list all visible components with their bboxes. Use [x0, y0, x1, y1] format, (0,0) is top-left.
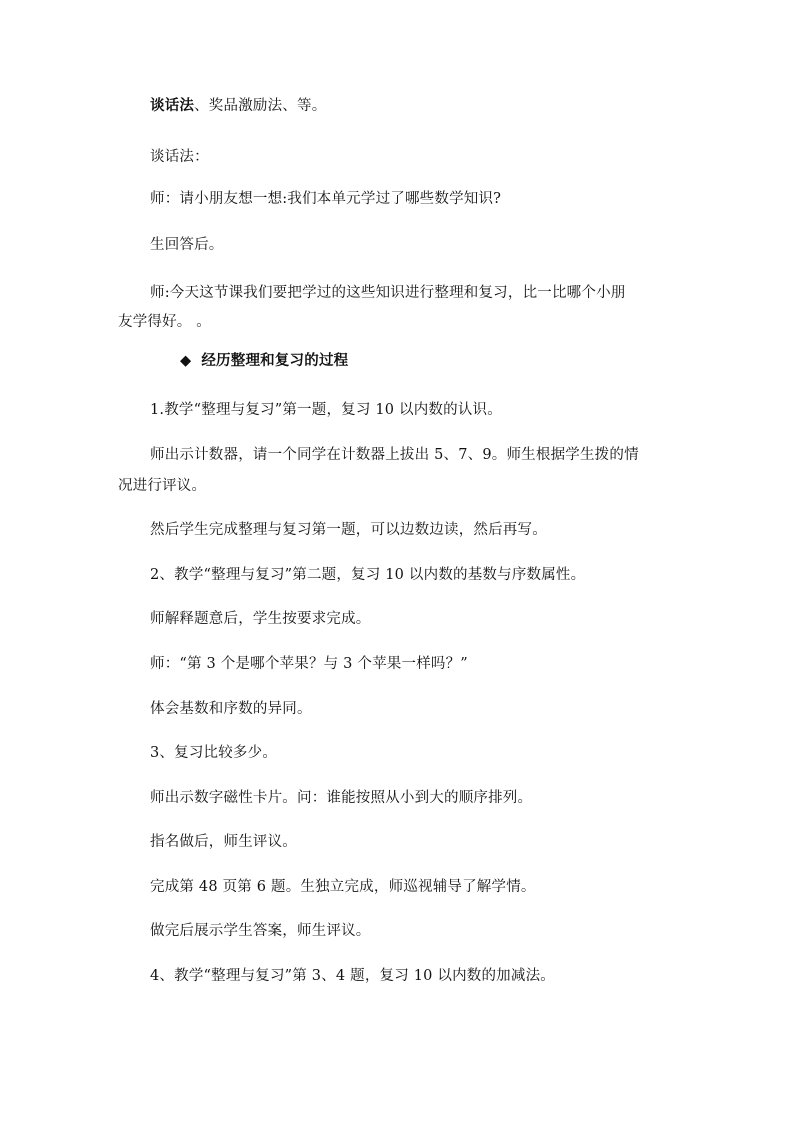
step-cards: 师出示数字磁性卡片。问：谁能按照从小到大的顺序排列。 — [150, 790, 533, 806]
step-2: 2、教学“整理与复习”第二题，复习 10 以内数的基数与序数属性。 — [150, 567, 586, 583]
diamond-bullet-icon: ◆ — [180, 353, 192, 369]
step-1: 1.教学“整理与复习”第一题，复习 10 以内数的认识。 — [150, 402, 502, 418]
paragraph-teacher-intro-line1: 师:今天这节课我们要把学过的这些知识进行整理和复习，比一比哪个小朋 — [150, 285, 626, 301]
paragraph-teacher-intro-line2: 友学得好。 。 — [118, 314, 212, 330]
step-3: 3、复习比较多少。 — [150, 745, 278, 761]
step-teacher-apple: 师：“第 3 个是哪个苹果？与 3 个苹果一样吗？” — [150, 656, 468, 672]
section-heading-text: 经历整理和复习的过程 — [201, 352, 349, 369]
step-show-answers: 做完后展示学生答案，师生评议。 — [150, 923, 371, 939]
section-heading — [180, 351, 348, 371]
paragraph-teacher-question: 师：请小朋友想一想:我们本单元学过了哪些数学知识? — [150, 191, 502, 207]
intro-method-bold: 谈话法 — [150, 97, 195, 114]
step-explain: 师解释题意后，学生按要求完成。 — [150, 611, 371, 627]
step-counter-line2: 况进行评议。 — [118, 478, 207, 494]
step-complete-first: 然后学生完成整理与复习第一题，可以边数边读，然后再写。 — [150, 522, 547, 538]
step-evaluate: 指名做后，师生评议。 — [150, 834, 297, 850]
step-4: 4、教学“整理与复习”第 3、4 题，复习 10 以内数的加减法。 — [150, 968, 555, 984]
step-page48: 完成第 48 页第 6 题。生独立完成，师巡视辅导了解学情。 — [150, 879, 536, 895]
intro-method-rest: 、奖品激励法、等。 — [194, 98, 327, 114]
method-label: 谈话法： — [150, 149, 209, 165]
step-compare: 体会基数和序数的异同。 — [150, 701, 312, 717]
step-counter-line1: 师出示计数器，请一个同学在计数器上拔出 5、7、9。师生根据学生拨的情 — [150, 447, 639, 463]
intro-line — [150, 96, 326, 116]
paragraph-student-answer: 生回答后。 — [150, 237, 224, 253]
